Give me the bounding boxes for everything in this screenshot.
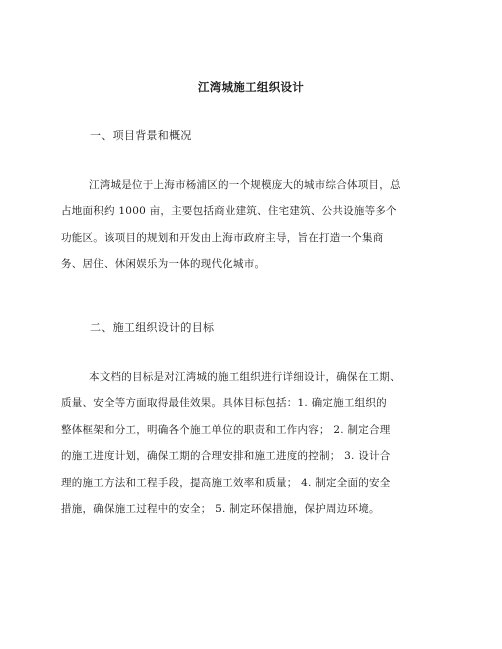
paragraph-line: 占地面积约 1000 亩，主要包括商业建筑、住宅建筑、公共设施等多个 [61, 205, 397, 218]
paragraph-line: 功能区。该项目的规划和开发由上海市政府主导，旨在打造一个集商 [61, 231, 384, 244]
paragraph-line: 务、居住、休闲娱乐为一体的现代化城市。 [61, 258, 266, 271]
section-heading-background: 一、项目背景和概况 [90, 129, 192, 142]
document-title: 江湾城施工组织设计 [197, 80, 305, 94]
paragraph-line: 整体框架和分工，明确各个施工单位的职责和工作内容； 2. 制定合理 [61, 423, 391, 436]
paragraph-line: 措施，确保施工过程中的安全； 5. 制定环保措施，保护周边环境。 [61, 503, 380, 516]
paragraph-line: 本文档的目标是对江湾城的施工组织进行详细设计，确保在工期、 [89, 371, 401, 383]
paragraph-line: 江湾城是位于上海市杨浦区的一个规模庞大的城市综合体项目，总 [89, 179, 401, 191]
section-heading-goals: 二、施工组织设计的目标 [90, 321, 215, 334]
paragraph-line: 的施工进度计划，确保工期的合理安排和施工进度的控制； 3. 设计合 [61, 450, 391, 463]
paragraph-line: 理的施工方法和工程手段，提高施工效率和质量； 4. 制定全面的安全 [61, 476, 391, 489]
paragraph-line: 质量、安全等方面取得最佳效果。具体目标包括：1. 确定施工组织的 [61, 397, 387, 410]
section-paragraph-goals [61, 364, 425, 522]
section-paragraph-background [61, 172, 425, 278]
